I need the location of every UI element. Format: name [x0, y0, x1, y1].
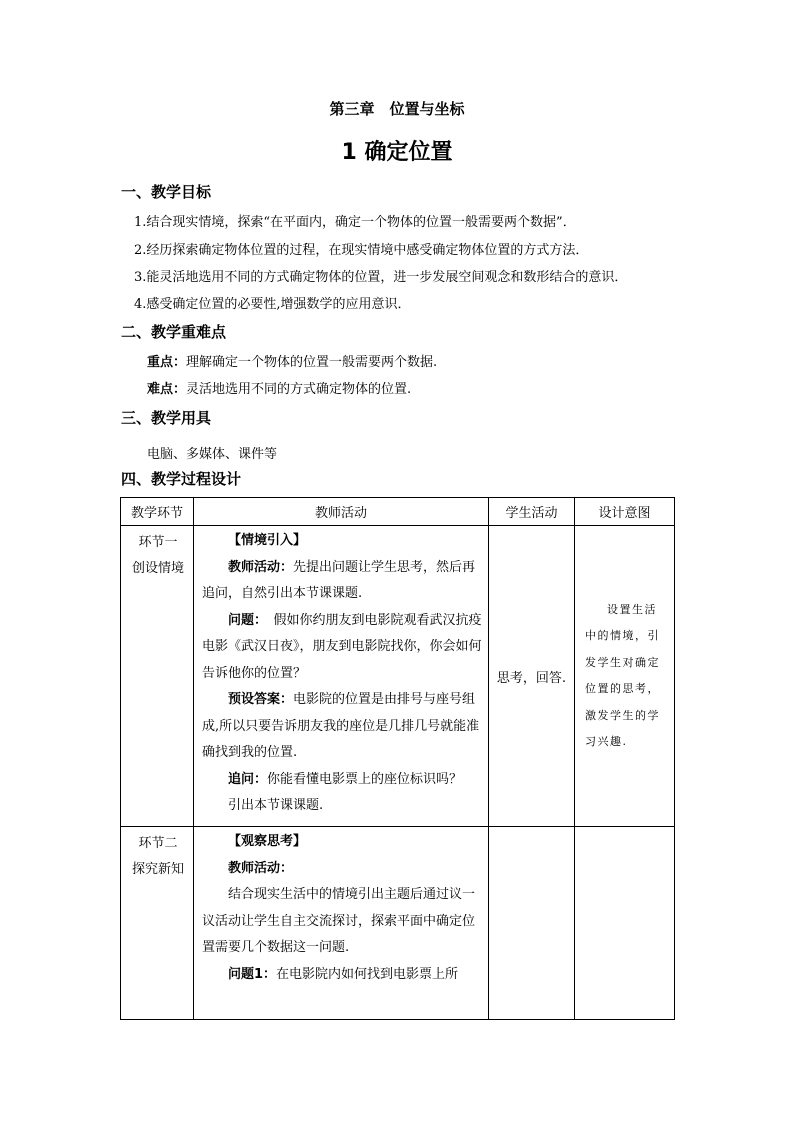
tools-text: 电脑、多媒体、课件等: [147, 447, 278, 462]
stage-cell: [121, 827, 194, 1020]
objective-item: 2.经历探索确定物体位置的过程，在现实情境中感受确定物体位置的方式方法．: [134, 243, 589, 258]
process-table: [120, 497, 675, 1020]
header-teacher: 教师活动: [194, 498, 489, 526]
follow-text-2: 引出本节课课题.: [228, 798, 324, 813]
design-line: 设置生活: [607, 602, 657, 616]
chapter-title: 第三章 位置与坐标: [329, 100, 465, 118]
stage-cell: [121, 526, 194, 827]
table-row: [121, 827, 675, 1020]
design-line: 激发学生的学: [585, 708, 660, 722]
question-label: 问题：: [228, 612, 261, 628]
student-activity-cell: [489, 827, 575, 1020]
section-process-heading: 四、教学过程设计: [121, 470, 242, 488]
section-tag: 【情境引入】: [228, 533, 307, 548]
student-activity-cell: 思考，回答.: [489, 526, 575, 827]
design-line: 发学生对确定: [585, 655, 660, 669]
teacher-label: 教师活动：: [228, 559, 294, 575]
section-keypoints-heading: 二、教学重难点: [121, 323, 227, 341]
teacher-activity-cell: [194, 526, 489, 827]
question-text: 假如你约朋友到电影院观看武汉抗疫电影《武汉日夜》，朋友到电影院找你，你会如何告诉他你的位置？: [202, 612, 482, 681]
follow-label: 追问：: [228, 771, 268, 787]
difficult-point-label: 难点：: [147, 382, 187, 397]
section-tag: 【观察思考】: [228, 834, 307, 849]
key-point: [147, 351, 437, 370]
table-header-row: [121, 498, 675, 526]
difficult-point: [147, 378, 411, 397]
lesson-title: 1 确定位置: [341, 140, 453, 165]
teacher-text: 先提出问题让学生思考，然后再追问，自然引出本节课课题.: [202, 559, 476, 601]
header-design: 设计意图: [575, 498, 675, 526]
teacher-activity-cell: [194, 827, 489, 1020]
difficult-point-text: 灵活地选用不同的方式确定物体的位置.: [186, 382, 412, 397]
stage-name: 探究新知: [131, 862, 184, 877]
stage-name: 创设情境: [131, 561, 184, 576]
question-text: 在电影院内如何找到电影票上所: [276, 966, 459, 982]
teacher-text: 结合现实生活中的情境引出主题后通过议一议活动让学生自主交流探讨，探索平面中确定位置需要几个数据这一问题.: [202, 887, 476, 955]
teacher-label: 教师活动：: [228, 860, 294, 876]
question-label: 问题1：: [228, 966, 277, 982]
follow-text: 你能看懂电影票上的座位标识吗？: [267, 771, 463, 787]
answer-label: 预设答案：: [228, 692, 294, 707]
answer-text: 电影院的位置是由排号与座号组成,所以只要告诉朋友我的座位是几排几号就能准确找到我的位置.: [202, 692, 480, 760]
objective-item: 4.感受确定位置的必要性,增强数学的应用意识．: [134, 297, 411, 312]
header-stage: 教学环节: [121, 498, 194, 526]
section-tools-heading: 三、教学用具: [121, 409, 212, 427]
design-line: 位置的思考，: [585, 682, 660, 695]
key-point-text: 理解确定一个物体的位置一般需要两个数据.: [186, 355, 438, 370]
section-objectives-heading: 一、教学目标: [121, 183, 212, 201]
header-student: 学生活动: [489, 498, 575, 526]
design-intent-cell: [575, 827, 675, 1020]
design-line: 中的情境，引: [585, 629, 660, 642]
design-intent-cell: [575, 526, 675, 827]
objective-item: 1.结合现实情境，探索“在平面内，确定一个物体的位置一般需要两个数据”．: [134, 215, 576, 230]
objective-item: 3.能灵活地选用不同的方式确定物体的位置，进一步发展空间观念和数形结合的意识．: [134, 270, 628, 285]
table-row: [121, 526, 675, 827]
key-point-label: 重点：: [147, 355, 187, 370]
stage-number: 环节一: [138, 535, 178, 550]
design-line: 习兴趣.: [585, 735, 628, 748]
stage-number: 环节二: [138, 836, 178, 851]
